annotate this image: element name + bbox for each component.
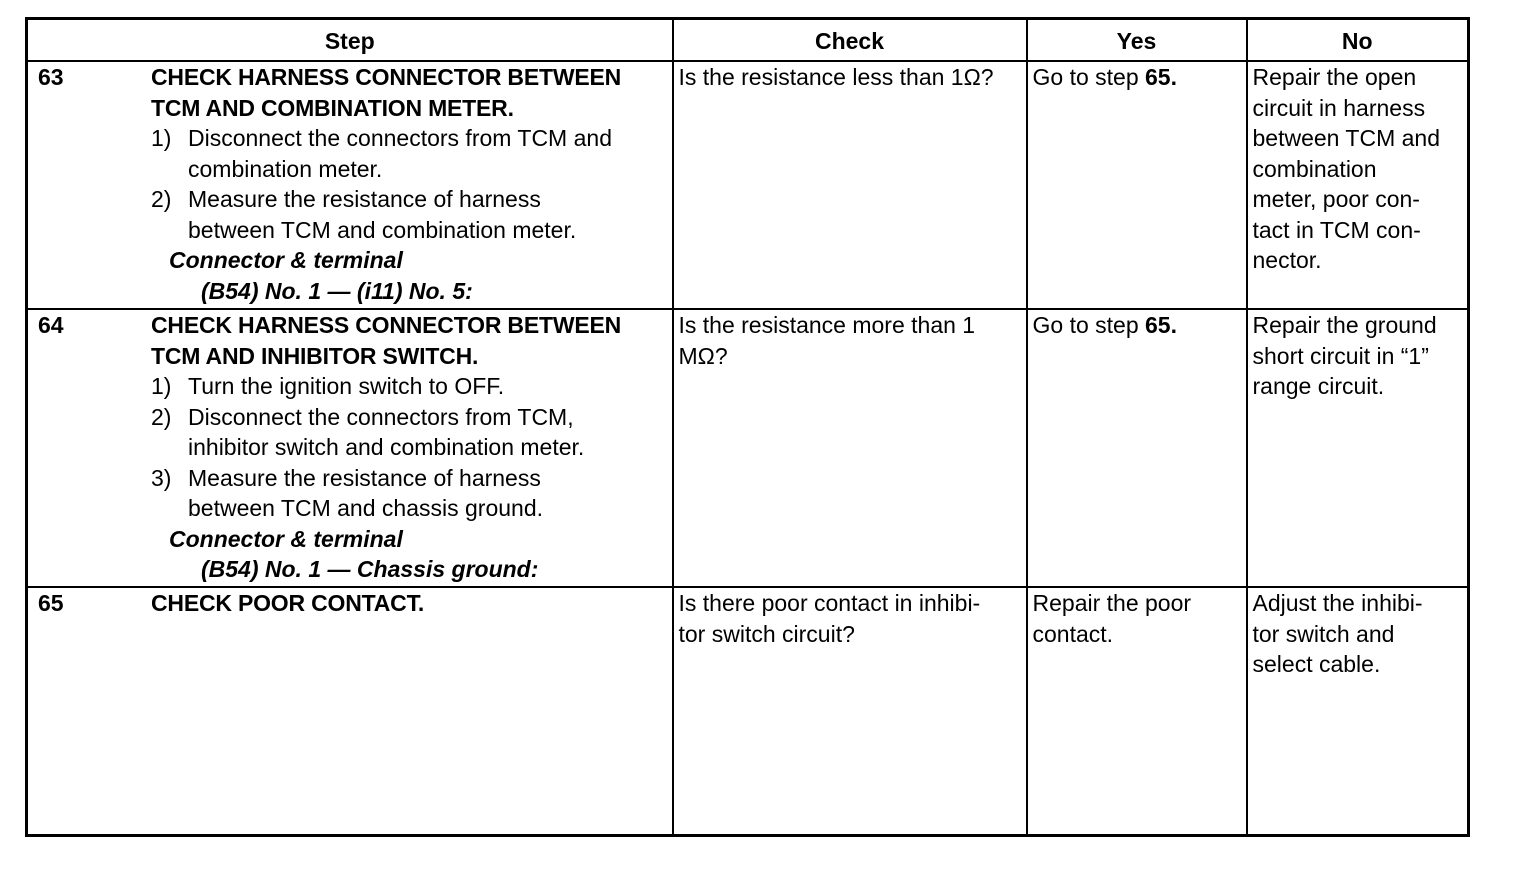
step-number: 65 (38, 590, 64, 616)
diagnostic-table (25, 17, 1470, 837)
step-cell (27, 61, 673, 309)
yes-cell (1027, 309, 1247, 587)
instruction-text (188, 123, 664, 184)
connector-terminal-value: (B54) No. 1 — Chassis ground: (201, 556, 539, 582)
no-line: meter, poor con- (1252, 186, 1420, 212)
no-line: tor switch and (1252, 620, 1395, 647)
no-line: tact in TCM con- (1252, 216, 1421, 243)
yes-text: Go to step (1032, 312, 1146, 338)
column-header-check: Check (673, 19, 1027, 62)
no-line: between TCM and (1252, 125, 1441, 151)
column-header-no: No (1247, 19, 1469, 62)
no-line: select cable. (1252, 651, 1381, 677)
instruction-item (151, 371, 664, 402)
step-reference: 65. (1145, 312, 1177, 338)
instruction-line: Disconnect the connectors from TCM and (188, 125, 612, 151)
no-line: Repair the ground (1252, 312, 1437, 338)
no-cell (1247, 61, 1469, 309)
no-line: short circuit in “1” (1252, 342, 1429, 369)
no-line: range circuit. (1252, 373, 1385, 399)
instruction-list (151, 371, 664, 524)
check-cell (673, 587, 1027, 836)
table-row-step-63 (27, 61, 1469, 309)
step-title-line: TCM AND COMBINATION METER. (151, 94, 514, 121)
instruction-item (151, 463, 664, 524)
instruction-number: 2) (151, 403, 172, 430)
no-cell (1247, 587, 1469, 836)
instruction-text (188, 402, 664, 463)
no-line: nector. (1252, 247, 1322, 273)
step-cell (27, 309, 673, 587)
check-line: Is the resistance more than 1 (678, 312, 976, 338)
no-line: Adjust the inhibi- (1252, 590, 1423, 616)
step-title-line: CHECK HARNESS CONNECTOR BETWEEN (151, 312, 622, 338)
step-number: 64 (38, 312, 64, 338)
check-cell: Is the resistance less than 1Ω? (673, 61, 1027, 309)
instruction-text (188, 371, 664, 402)
instruction-item (151, 123, 664, 184)
instruction-text (188, 463, 664, 524)
step-title-line: CHECK HARNESS CONNECTOR BETWEEN (151, 64, 622, 90)
step-title-line: TCM AND INHIBITOR SWITCH. (151, 342, 479, 369)
no-line: circuit in harness (1252, 94, 1426, 121)
step-title (151, 310, 664, 371)
step-body (151, 310, 668, 585)
yes-cell (1027, 61, 1247, 309)
header-row (27, 19, 1469, 62)
instruction-list (151, 123, 664, 245)
table-row-step-64 (27, 309, 1469, 587)
check-cell (673, 309, 1027, 587)
instruction-text (188, 184, 664, 245)
yes-cell (1027, 587, 1247, 836)
yes-line: contact. (1032, 620, 1114, 647)
yes-line: Repair the poor (1032, 590, 1192, 616)
connector-terminal-value: (B54) No. 1 — (i11) No. 5: (201, 277, 473, 304)
instruction-line: Measure the resistance of harness (188, 464, 541, 491)
column-header-yes: Yes (1027, 19, 1247, 62)
no-line: Repair the open (1252, 64, 1417, 90)
instruction-line: combination meter. (188, 155, 383, 182)
step-title (151, 588, 664, 619)
step-cell (27, 587, 673, 836)
instruction-line: inhibitor switch and combination meter. (188, 434, 585, 460)
check-line: tor switch circuit? (678, 620, 855, 647)
step-number: 63 (38, 64, 64, 90)
instruction-line: Measure the resistance of harness (188, 186, 541, 212)
step-body (151, 62, 668, 306)
instruction-number: 3) (151, 464, 172, 491)
diagnostic-page (25, 17, 1467, 837)
connector-label: Connector & terminal (169, 247, 403, 273)
yes-text: Go to step (1032, 64, 1146, 90)
instruction-number: 1) (151, 373, 172, 399)
check-line: Is there poor contact in inhibi- (678, 590, 981, 616)
instruction-number: 2) (151, 186, 172, 212)
step-title-line: CHECK POOR CONTACT. (151, 590, 425, 616)
instruction-item (151, 402, 664, 463)
table-row-step-65 (27, 587, 1469, 836)
instruction-line: Disconnect the connectors from TCM, (188, 403, 574, 430)
instruction-number: 1) (151, 125, 172, 151)
column-header-step: Step (27, 19, 673, 62)
check-line: MΩ? (678, 342, 728, 369)
instruction-line: between TCM and chassis ground. (188, 495, 543, 521)
instruction-line: Turn the ignition switch to OFF. (188, 373, 505, 399)
instruction-item (151, 184, 664, 245)
step-reference: 65. (1145, 64, 1177, 90)
no-cell (1247, 309, 1469, 587)
connector-label: Connector & terminal (169, 525, 403, 552)
no-line: combination (1252, 155, 1377, 182)
step-title (151, 62, 664, 123)
step-body (151, 588, 668, 619)
instruction-line: between TCM and combination meter. (188, 216, 577, 243)
